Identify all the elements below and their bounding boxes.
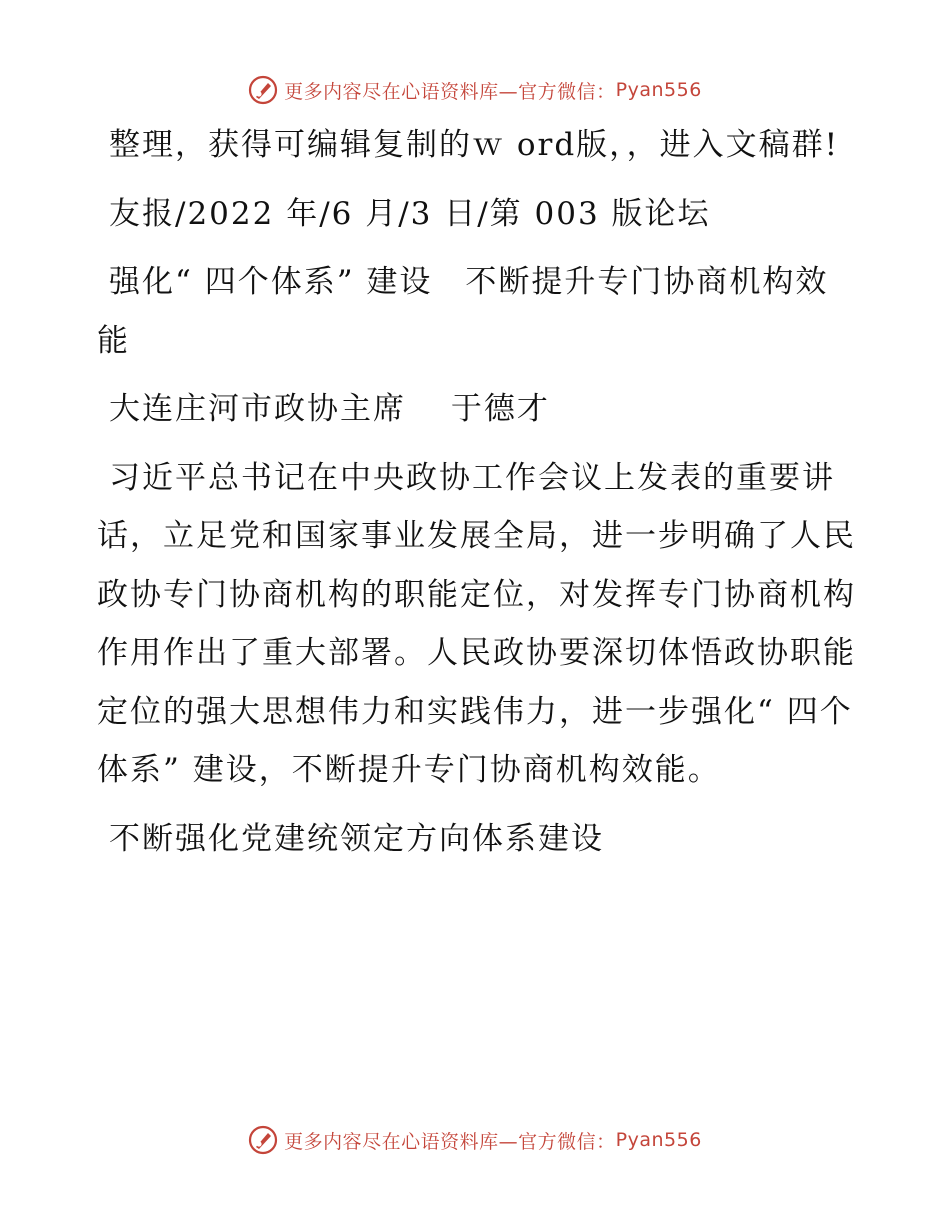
banner-text: 更多内容尽在心语资料库—官方微信：	[284, 80, 616, 103]
intro-paragraph: 整理，获得可编辑复制的ｗ ord版，，进入文稿群!	[109, 127, 840, 163]
banner-wechat-id: Pyan556	[615, 1129, 702, 1151]
banner-text: 更多内容尽在心语资料库—官方微信：	[284, 1130, 616, 1153]
source-line: 友报/2022 年/6 月/3 日/第 003 版论坛	[109, 195, 711, 232]
document-body	[97, 116, 857, 878]
article-title: 强化“ 四个体系” 建设 不断提升专门协商机构效能	[97, 264, 829, 359]
body-paragraph: 习近平总书记在中央政协工作会议上发表的重要讲话，立足党和国家事业发展全局，进一步明确了人民政协专门协商机构的职能定位，对发挥专门协商机构作用作出了重大部署。人民政协要深切体悟政协职能定位的强大思想伟力和实践伟力，进一步强化“ 四个体系” 建设，不断提升专门协商机构效能。	[97, 459, 856, 788]
author-line: 大连庄河市政协主席 于德才	[109, 391, 550, 427]
quill-logo-icon	[248, 75, 278, 105]
quill-logo-icon	[248, 1125, 278, 1155]
section-heading: 不断强化党建统领定方向体系建设	[109, 820, 604, 857]
footer-banner	[0, 1120, 950, 1160]
banner-wechat-id: Pyan556	[615, 79, 702, 101]
header-banner	[0, 70, 950, 110]
